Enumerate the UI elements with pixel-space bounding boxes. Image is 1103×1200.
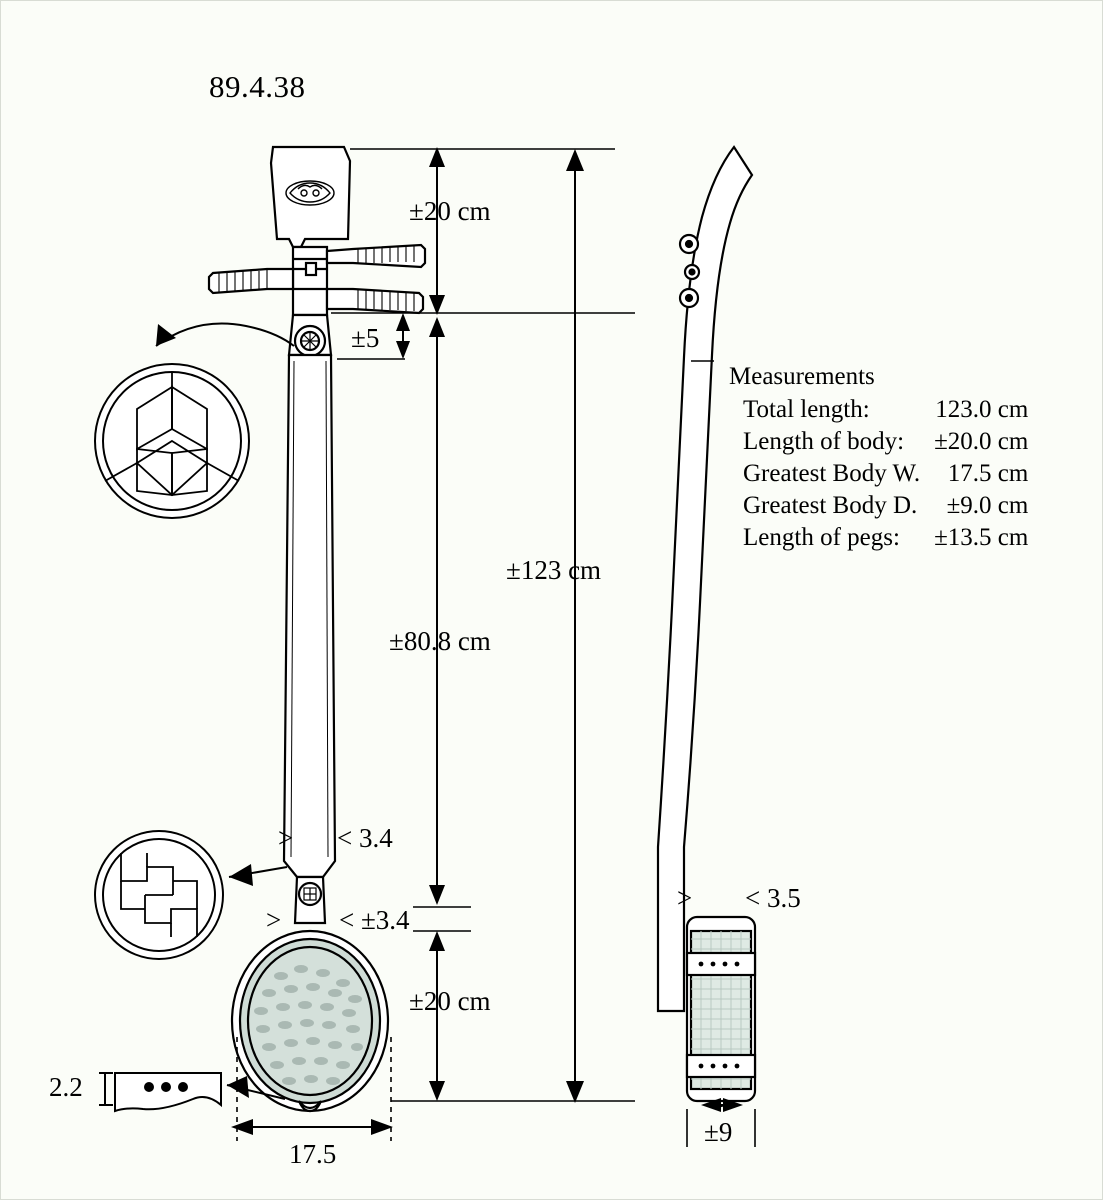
table-row: [727, 427, 1028, 459]
dim-total-length: ±123 cm: [506, 555, 602, 585]
dim-body-width: 17.5: [289, 1139, 337, 1169]
dim-neck-length: ±80.8 cm: [389, 626, 491, 656]
neck-inlay-disc-lower: [299, 883, 321, 905]
side-body: [687, 917, 755, 1106]
table-row: [727, 395, 1028, 427]
measurement-label: Greatest Body W.: [743, 460, 921, 487]
dim-neck-width-lower-left-marker: >: [266, 905, 282, 935]
measurement-label: Greatest Body D.: [743, 492, 918, 519]
head-crest-ornament: [286, 181, 334, 205]
dim-side-neck-depth-left-marker: >: [677, 883, 693, 913]
dim-side-neck-depth: < 3.5: [745, 883, 801, 913]
measurement-label: Total length:: [743, 396, 870, 423]
dim-bridge-height: 2.2: [49, 1072, 83, 1102]
dim-head-height: ±20 cm: [409, 196, 491, 226]
measurement-value: ±9.0 cm: [946, 492, 1029, 519]
side-view-group: [658, 147, 755, 1106]
catalog-number: 89.4.38: [209, 69, 306, 104]
dim-side-body-depth: ±9: [704, 1117, 733, 1147]
measurements-heading: Measurements: [729, 363, 875, 390]
measurements-table: [727, 395, 1028, 555]
dim-neck-width-lower: < ±3.4: [339, 905, 410, 935]
table-row: [727, 459, 1028, 491]
table-row: [727, 523, 1028, 555]
neck-inlay-disc-upper: [295, 326, 325, 356]
measurement-value: ±13.5 cm: [934, 524, 1029, 551]
measurement-value: 123.0 cm: [935, 396, 1029, 423]
instrument-technical-drawing: [1, 1, 1103, 1200]
dim-nut-gap: ±5: [351, 323, 380, 353]
table-row: [727, 491, 1028, 523]
measurement-label: Length of pegs:: [743, 524, 900, 551]
detail-crest-mon: [95, 324, 294, 519]
instrument-body: [232, 931, 388, 1111]
dim-neck-width-upper-left-marker: >: [278, 823, 294, 853]
dim-body-height: ±20 cm: [409, 986, 491, 1016]
measurement-value: ±20.0 cm: [934, 428, 1029, 455]
measurement-value: 17.5 cm: [947, 460, 1029, 487]
side-peg-holes: [680, 235, 699, 307]
detail-inlay-pattern: [95, 831, 287, 959]
dim-neck-width-upper: < 3.4: [337, 823, 393, 853]
measurement-label: Length of body:: [743, 428, 905, 455]
